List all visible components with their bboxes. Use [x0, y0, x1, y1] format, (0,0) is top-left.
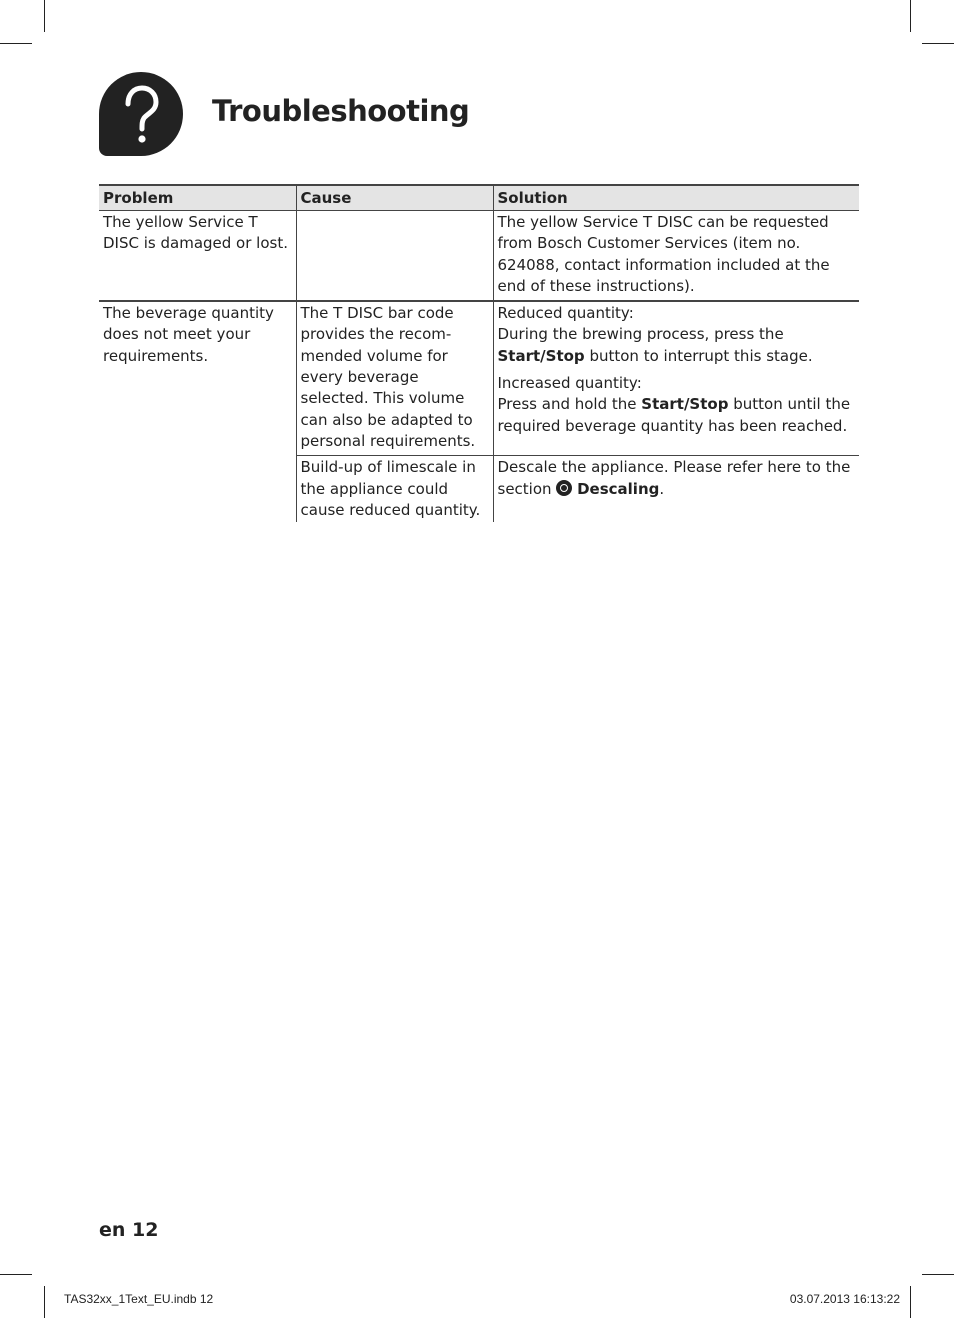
page-title: Troubleshooting [212, 94, 470, 128]
question-mark-icon [99, 72, 183, 156]
solution-cell [493, 301, 859, 456]
increased-quantity-label: Increased quantity: [497, 374, 642, 393]
solution-text: Press and hold the [497, 395, 637, 414]
descaling-icon [556, 480, 572, 496]
problem-cell [99, 301, 296, 522]
table-header-row [99, 185, 859, 211]
crop-mark [0, 43, 32, 44]
column-header-solution: Solution [493, 185, 859, 211]
crop-mark [922, 1274, 954, 1275]
reduced-quantity-paragraph [498, 303, 856, 367]
start-stop-button-label: Start/Stop [497, 346, 585, 365]
print-slug-file: TAS32xx_1Text_EU.indb 12 [64, 1292, 214, 1306]
solution-text: button until the required beverage quantity has been reached. [497, 395, 851, 435]
increased-quantity-paragraph [498, 373, 856, 437]
solution-text: The yellow Service T DISC can be requested from Bosch Customer Services (item no. 624088, contact information included at the end of these instructions). [497, 213, 830, 295]
crop-mark [0, 1274, 32, 1275]
table-row [99, 211, 859, 302]
problem-text: The beverage quantity does not meet your requirements. [103, 304, 274, 365]
descaling-section-reference: Descaling [577, 479, 660, 498]
solution-text: During the brewing process, press the [497, 325, 784, 344]
page-number: en 12 [99, 1219, 159, 1241]
table-row [99, 301, 859, 456]
solution-cell [493, 456, 859, 522]
crop-mark [922, 43, 954, 44]
crop-mark [910, 0, 911, 32]
troubleshooting-table [99, 184, 859, 522]
cause-cell [296, 456, 493, 522]
crop-mark [44, 1286, 45, 1318]
column-header-cause: Cause [296, 185, 493, 211]
reduced-quantity-label: Reduced quantity: [497, 304, 634, 323]
solution-text: . [659, 479, 665, 498]
print-slug-timestamp: 03.07.2013 16:13:22 [789, 1292, 900, 1306]
solution-cell [493, 211, 859, 302]
problem-text: The yellow Service T DISC is damaged or lost. [103, 213, 288, 253]
crop-mark [910, 1286, 911, 1318]
problem-cell [99, 211, 296, 302]
column-header-problem: Problem [99, 185, 296, 211]
cause-text: Build-up of limescale in the appliance could cause reduced quantity. [300, 458, 481, 519]
cause-text: The T DISC bar code provides the recom-mended volume for every beverage selected. This volume can also be adapted to personal requirements. [300, 304, 476, 450]
cause-cell [296, 211, 493, 302]
cause-cell [296, 301, 493, 456]
solution-text: button to interrupt this stage. [589, 346, 813, 365]
start-stop-button-label: Start/Stop [641, 395, 729, 414]
solution-text: Descale the appliance. Please refer here to the section [497, 458, 851, 498]
crop-mark [44, 0, 45, 32]
